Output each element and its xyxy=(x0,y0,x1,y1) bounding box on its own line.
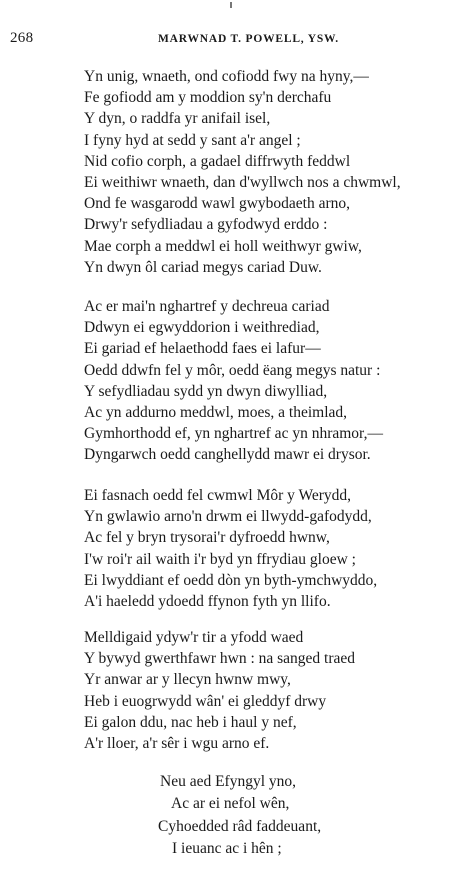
stanza-4 xyxy=(84,627,464,754)
poem-line: Dyngarwch oedd canghellydd mawr ei drysor. xyxy=(84,446,371,464)
poem-line: Nid cofio corph, a gadael diffrwyth feddwl xyxy=(84,152,351,170)
poem-line: Cyhoedded râd faddeuant, xyxy=(158,817,322,835)
poem-line: Neu aed Efyngyl yno, xyxy=(160,773,297,790)
poem-line: Heb i euogrwydd wân' ei gleddyf drwy xyxy=(84,692,327,710)
poem-line: Fe gofiodd am y moddion sy'n derchafu xyxy=(84,89,332,107)
poem-line: A'i haeledd ydoedd ffynon fyth yn llifo. xyxy=(84,592,331,610)
poem-line: Drwy'r sefydliadau a gyfodwyd erddo : xyxy=(84,216,328,234)
poem-line: Yn unig, wnaeth, ond cofiodd fwy na hyny,— xyxy=(84,68,369,85)
poem-line: Ei fasnach oedd fel cwmwl Môr y Werydd, xyxy=(84,487,352,504)
poem-line: Ei weithiwr wnaeth, dan d'wyllwch nos a chwmwl, xyxy=(84,173,401,191)
poem-line: Ond fe wasgarodd wawl gwybodaeth arno, xyxy=(84,195,351,213)
poem-line: Ac fel y bryn trysorai'r dyfroedd hwnw, xyxy=(84,529,330,547)
poem-line: I'w roi'r ail waith i'r byd yn ffrydiau gloew ; xyxy=(84,550,356,568)
poem-line: I fyny hyd at sedd y sant a'r angel ; xyxy=(84,131,301,149)
closing-stanza xyxy=(158,771,458,861)
print-mark xyxy=(230,2,232,8)
poem-line: Ei gariad ef helaethodd faes ei lafur— xyxy=(84,340,321,358)
poem-line: Gymhorthodd ef, yn nghartref ac yn nhramor,— xyxy=(84,425,383,443)
poem-line: Melldigaid ydyw'r tir a yfodd waed xyxy=(84,629,304,646)
poem-line: Ei galon ddu, nac heb i haul y nef, xyxy=(84,713,297,731)
poem-line: Y dyn, o raddfa yr anifail isel, xyxy=(84,110,271,128)
stanza-3 xyxy=(84,485,464,612)
poem-line: Ac yn addurno meddwl, moes, a theimlad, xyxy=(84,403,348,421)
poem-line: Yn dwyn ôl cariad megys cariad Duw. xyxy=(84,258,322,276)
poem-line: Yn gwlawio arno'n drwm ei llwydd-gafodydd, xyxy=(84,508,372,526)
page-number: 268 xyxy=(10,30,34,46)
poem-line: Ac er mai'n nghartref y dechreua cariad xyxy=(84,298,330,315)
poem-line: I ieuanc ac i hên ; xyxy=(172,840,282,858)
poem-line: A'r lloer, a'r sêr i wgu arno ef. xyxy=(84,734,270,752)
poem-line: Oedd ddwfn fel y môr, oedd ëang megys natur : xyxy=(84,361,381,379)
poem-line: Y bywyd gwerthfawr hwn : na sanged traed xyxy=(84,650,356,668)
poem-line: Ddwyn ei egwyddorion i weithrediad, xyxy=(84,319,320,337)
poem-line: Mae corph a meddwl ei holl weithwyr gwiw, xyxy=(84,237,362,255)
poem-line: Yr anwar ar y llecyn hwnw mwy, xyxy=(84,671,291,689)
poem-line: Ei lwyddiant ef oedd dòn yn byth-ymchwyddo, xyxy=(84,571,378,589)
poem-line: Ac ar ei nefol wên, xyxy=(171,795,290,813)
running-head: MARWNAD T. POWELL, YSW. xyxy=(158,33,339,45)
stanza-2 xyxy=(84,296,464,466)
stanza-1 xyxy=(84,66,464,278)
poem-line: Y sefydliadau sydd yn dwyn diwylliad, xyxy=(84,382,328,400)
